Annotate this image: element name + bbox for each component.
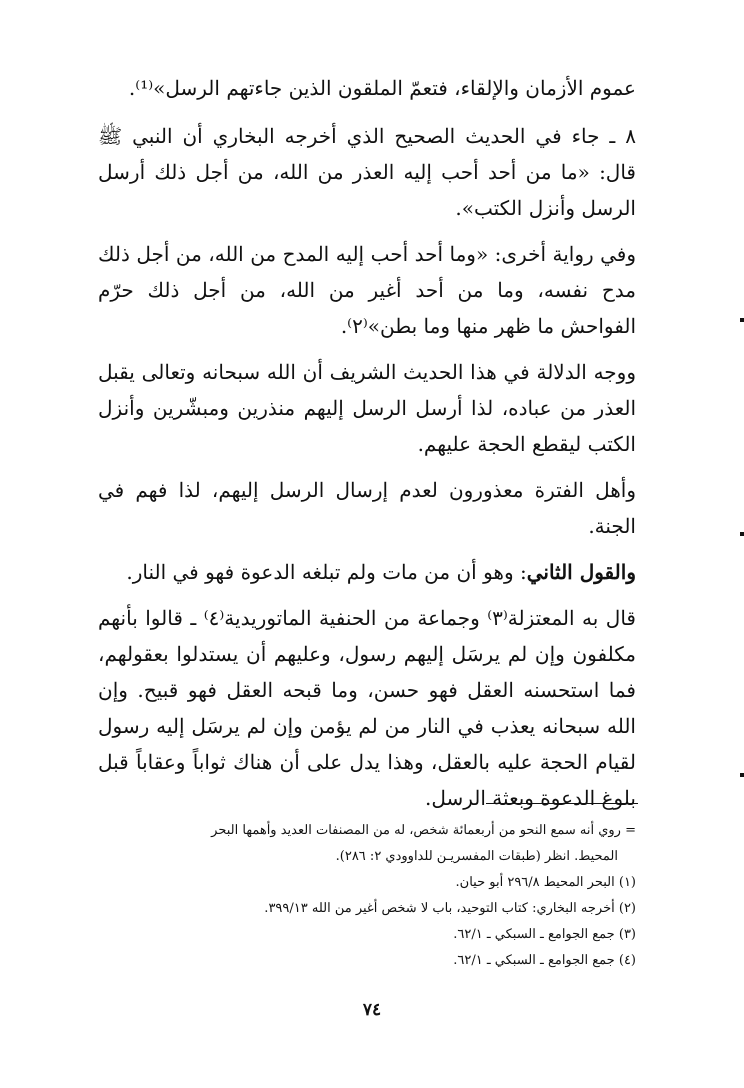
footnote-divider — [486, 803, 638, 804]
margin-mark — [740, 773, 744, 777]
footnote-continued-2: المحيط. انظر (طبقات المفسريـن للداوودي ٢: ٢٨٦). — [335, 849, 618, 864]
margin-mark — [740, 532, 744, 536]
margin-mark — [740, 318, 744, 322]
paragraph-1: عموم الأزمان والإلقاء، فتعمّ الملقون الذين جاءتهم الرسل»⁽¹⁾. — [128, 76, 636, 100]
page-number: ٧٤ — [362, 1000, 382, 1020]
second-opinion-text: : وهو أن من مات ولم تبلغه الدعوة فهو في النار. — [126, 560, 527, 584]
paragraph-3: وفي رواية أخرى: «وما أحد أحب إليه المدح من الله، من أجل ذلك مدح نفسه، وما من أحد أغير من الله، من أجل ذلك حرّم الفواحش ما ظهر منها وما بطن»⁽٢⁾. — [98, 242, 636, 338]
footnote-continued-1: = روي أنه سمع النحو من أربعمائة شخص، له من المصنفات العديد وأهمها البحر — [211, 823, 636, 838]
paragraph-7: قال به المعتزلة⁽٣⁾ وجماعة من الحنفية الماتوريدية⁽٤⁾ ـ قالوا بأنهم مكلفون وإن لم يرسَل إليهم رسول، وعليهم أن يستدلوا بعقولهم، فما استحسنه العقل فهو حسن، وما قبحه العقل فهو قبيح. وإن الله سبحانه يعذب في النار من لم يؤمن وإن لم يرسَل إليه رسول لقيام الحجة عليه بالعقل، وهذا يدل على أن هناك ثواباً وعقاباً قبل بلوغ الدعوة وبعثة الرسل. — [98, 606, 636, 810]
footnote-3: (٣) جمع الجوامع ـ السبكي ـ ٦٢/١. — [453, 927, 636, 942]
paragraph-5: وأهل الفترة معذورون لعدم إرسال الرسل إليهم، لذا فهم في الجنة. — [98, 478, 636, 538]
footnote-1: (١) البحر المحيط ٢٩٦/٨ أبو حيان. — [455, 875, 636, 890]
paragraph-second-opinion — [98, 554, 636, 590]
main-text — [98, 70, 636, 826]
paragraph-2: ٨ ـ جاء في الحديث الصحيح الذي أخرجه البخاري أن النبي ﷺ قال: «ما من أحد أحب إليه العذر من الله، من أجل ذلك أرسل الرسل وأنزل الكتب». — [98, 124, 636, 220]
footnote-4: (٤) جمع الجوامع ـ السبكي ـ ٦٢/١. — [453, 953, 636, 968]
second-opinion-heading: والقول الثاني — [526, 560, 636, 584]
paragraph-4: ووجه الدلالة في هذا الحديث الشريف أن الله سبحانه وتعالى يقبل العذر من عباده، لذا أرسل الرسل إليهم منذرين ومبشّرين وأنزل الكتب ليقطع الحجة عليهم. — [98, 360, 636, 456]
footnotes — [98, 818, 636, 974]
footnote-2: (٢) أخرجه البخاري: كتاب التوحيد، باب لا شخص أغير من الله ٣٩٩/١٣. — [264, 901, 636, 916]
